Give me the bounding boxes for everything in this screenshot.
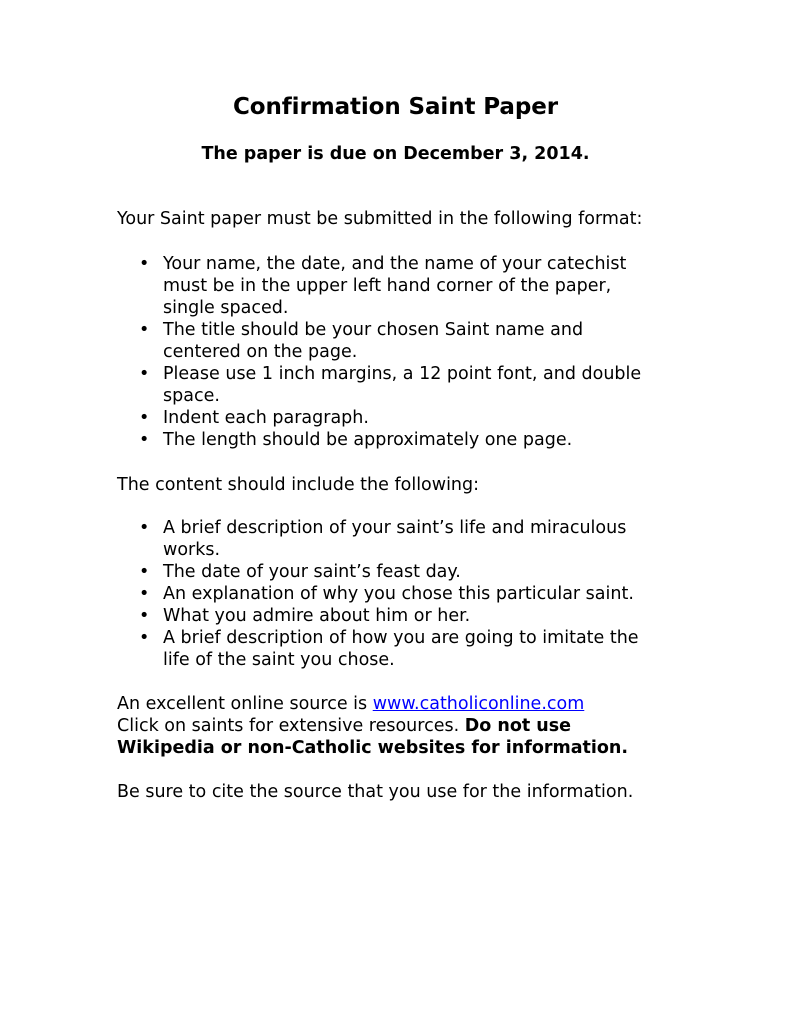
list-item	[117, 319, 687, 363]
bullet-icon: •	[139, 408, 150, 428]
list-item-text: The length should be approximately one page.	[163, 430, 573, 450]
list-item	[117, 583, 687, 605]
list-item	[117, 517, 687, 561]
bullet-icon: •	[139, 254, 150, 274]
list-item-text: Please use 1 inch margins, a 12 point font, and double	[163, 364, 642, 384]
list-item-text: A brief description of how you are going to imitate the	[163, 628, 639, 648]
content-requirements-list	[117, 517, 687, 671]
source-line-2	[117, 715, 687, 737]
page-title: Confirmation Saint Paper	[233, 94, 558, 120]
bullet-icon: •	[139, 430, 150, 450]
bullet-icon: •	[139, 364, 150, 384]
list-item	[117, 429, 687, 451]
closing-note: Be sure to cite the source that you use for the information.	[117, 782, 634, 802]
catholiconline-link[interactable]: www.catholiconline.com	[372, 694, 585, 714]
list-item-text: works.	[163, 540, 221, 560]
list-item-text: single spaced.	[163, 298, 289, 318]
list-item	[117, 561, 687, 583]
source-paragraph	[117, 693, 687, 759]
content-intro: The content should include the following:	[117, 475, 480, 495]
format-requirements-list	[117, 253, 687, 451]
bullet-icon: •	[139, 320, 150, 340]
list-item-text: An explanation of why you chose this particular saint.	[163, 584, 634, 604]
bullet-icon: •	[139, 562, 150, 582]
bullet-icon: •	[139, 518, 150, 538]
list-item-text: A brief description of your saint’s life and miraculous	[163, 518, 627, 538]
list-item-text: space.	[163, 386, 220, 406]
bullet-icon: •	[139, 584, 150, 604]
bullet-icon: •	[139, 628, 150, 648]
list-item	[117, 407, 687, 429]
list-item-text: What you admire about him or her.	[163, 606, 471, 626]
list-item-text: Indent each paragraph.	[163, 408, 369, 428]
list-item	[117, 363, 687, 407]
list-item-text: life of the saint you chose.	[163, 650, 395, 670]
list-item	[117, 253, 687, 319]
due-date-subtitle: The paper is due on December 3, 2014.	[201, 144, 590, 164]
bullet-icon: •	[139, 606, 150, 626]
source-instruction: Click on saints for extensive resources.	[117, 716, 465, 736]
list-item-text: Your name, the date, and the name of your catechist	[163, 254, 627, 274]
list-item	[117, 605, 687, 627]
warning-text: Do not use	[464, 716, 572, 736]
list-item-text: must be in the upper left hand corner of the paper,	[163, 276, 612, 296]
warning-text-continued: Wikipedia or non-Catholic websites for information.	[117, 738, 629, 758]
list-item-text: The title should be your chosen Saint name and	[163, 320, 584, 340]
source-prefix: An excellent online source is	[117, 694, 373, 714]
list-item-text: centered on the page.	[163, 342, 358, 362]
format-intro: Your Saint paper must be submitted in the following format:	[117, 209, 643, 229]
list-item-text: The date of your saint’s feast day.	[163, 562, 461, 582]
source-line-1	[117, 693, 687, 715]
list-item	[117, 627, 687, 671]
